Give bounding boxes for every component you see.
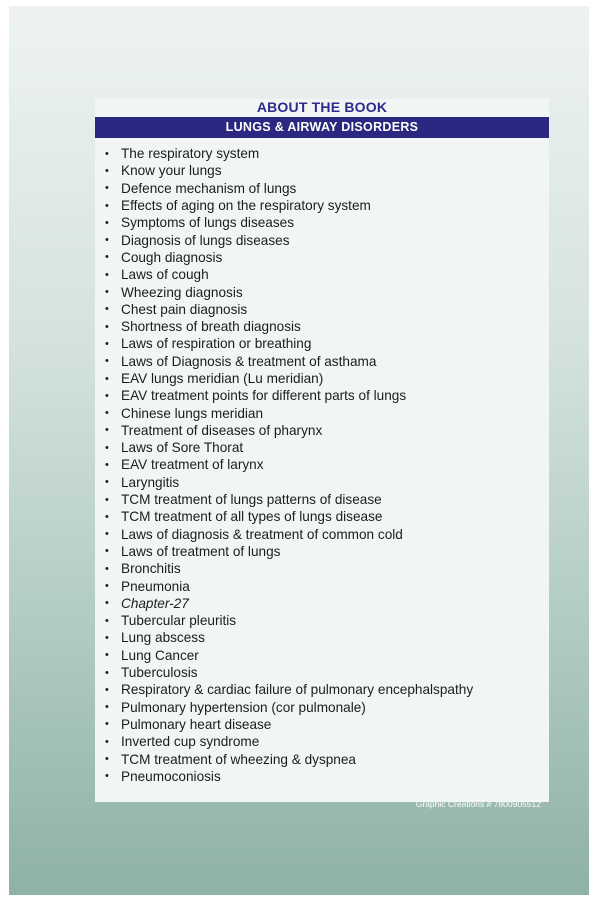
topic-label: Laws of cough (121, 267, 209, 283)
list-item (105, 456, 473, 473)
topic-label: Laws of respiration or breathing (121, 336, 312, 352)
bullet-icon: • (105, 268, 109, 281)
list-item (105, 750, 473, 767)
list-item (105, 699, 473, 716)
list-item (105, 681, 473, 698)
topic-label: Laws of Sore Thorat (121, 440, 244, 456)
topic-label: Diagnosis of lungs diseases (121, 232, 290, 248)
topic-label: Chest pain diagnosis (121, 301, 248, 317)
bullet-icon: • (105, 545, 109, 558)
topic-label: TCM treatment of all types of lungs disease (121, 509, 383, 525)
topic-list (105, 145, 473, 785)
topic-label: Treatment of diseases of pharynx (121, 422, 323, 438)
list-item (105, 301, 473, 318)
list-item (105, 768, 473, 785)
topic-label: TCM treatment of wheezing & dyspnea (121, 751, 356, 767)
bullet-icon: • (105, 735, 109, 748)
list-item (105, 508, 473, 525)
footer-credit: Graphic Creations # 7800905512 (415, 799, 541, 809)
bullet-icon: • (105, 199, 109, 212)
bullet-icon: • (105, 372, 109, 385)
section-banner: LUNGS & AIRWAY DISORDERS (95, 117, 549, 138)
list-item (105, 543, 473, 560)
bullet-icon: • (105, 683, 109, 696)
bullet-icon: • (105, 770, 109, 783)
topic-label: Pneumonia (121, 578, 190, 594)
bullet-icon: • (105, 337, 109, 350)
bullet-icon: • (105, 528, 109, 541)
topic-label: Inverted cup syndrome (121, 734, 260, 750)
bullet-icon: • (105, 164, 109, 177)
list-item (105, 577, 473, 594)
bullet-icon: • (105, 286, 109, 299)
page-title: ABOUT THE BOOK (256, 99, 388, 115)
list-item (105, 370, 473, 387)
bullet-icon: • (105, 476, 109, 489)
list-item (105, 716, 473, 733)
bullet-icon: • (105, 147, 109, 160)
list-item (105, 404, 473, 421)
topic-label: Cough diagnosis (121, 249, 223, 265)
list-item (105, 283, 473, 300)
topic-label: Defence mechanism of lungs (121, 180, 297, 196)
bullet-icon: • (105, 424, 109, 437)
bullet-icon: • (105, 631, 109, 644)
bullet-icon: • (105, 580, 109, 593)
topic-label: TCM treatment of lungs patterns of disease (121, 492, 382, 508)
bullet-icon: • (105, 493, 109, 506)
list-item (105, 197, 473, 214)
topic-label: Laws of diagnosis & treatment of common cold (121, 526, 403, 542)
topic-label: Laws of Diagnosis & treatment of asthama (121, 353, 377, 369)
topic-label: Know your lungs (121, 163, 222, 179)
bullet-icon: • (105, 701, 109, 714)
bullet-icon: • (105, 718, 109, 731)
list-item (105, 560, 473, 577)
topic-label: Symptoms of lungs diseases (121, 215, 295, 231)
topic-label: Lung Cancer (121, 647, 199, 663)
topic-label: EAV lungs meridian (Lu meridian) (121, 371, 324, 386)
topic-label: Respiratory & cardiac failure of pulmonary encephalspathy (121, 682, 474, 698)
list-item (105, 387, 473, 404)
bullet-icon: • (105, 614, 109, 627)
list-item (105, 353, 473, 370)
list-item (105, 491, 473, 508)
bullet-icon: • (105, 355, 109, 368)
bullet-icon: • (105, 216, 109, 229)
topic-label: Lung abscess (121, 630, 205, 646)
list-item (105, 664, 473, 681)
topic-label: Shortness of breath diagnosis (121, 319, 301, 335)
bullet-icon: • (105, 182, 109, 195)
list-item (105, 733, 473, 750)
list-item (105, 612, 473, 629)
bullet-icon: • (105, 510, 109, 523)
bullet-icon: • (105, 303, 109, 316)
topic-label: Wheezing diagnosis (121, 284, 243, 300)
list-item (105, 180, 473, 197)
bullet-icon: • (105, 441, 109, 454)
list-item (105, 595, 473, 612)
bullet-icon: • (105, 389, 109, 402)
bullet-icon: • (105, 234, 109, 247)
bullet-icon: • (105, 597, 109, 610)
list-item (105, 335, 473, 352)
list-item (105, 162, 473, 179)
list-item (105, 145, 473, 162)
bullet-icon: • (105, 407, 109, 420)
list-item (105, 266, 473, 283)
list-item (105, 231, 473, 248)
bullet-icon: • (105, 666, 109, 679)
topic-label: Effects of aging on the respiratory system (121, 198, 371, 214)
topic-label: Tuberculosis (121, 665, 198, 681)
bullet-icon: • (105, 458, 109, 471)
topic-label: Chapter-27 (121, 595, 189, 611)
list-item (105, 474, 473, 491)
bullet-icon: • (105, 649, 109, 662)
topic-label: Tubercular pleuritis (121, 613, 237, 629)
topic-label: Bronchitis (121, 561, 181, 577)
list-item (105, 629, 473, 646)
bullet-icon: • (105, 562, 109, 575)
about-panel (95, 99, 549, 802)
topic-label: Laryngitis (121, 474, 180, 490)
book-cover (9, 6, 589, 895)
topic-label: EAV treatment points for different parts of lungs (121, 388, 407, 404)
topic-label: The respiratory system (121, 146, 260, 162)
topic-label: Chinese lungs meridian (121, 405, 264, 421)
list-item (105, 439, 473, 456)
bullet-icon: • (105, 753, 109, 766)
list-item (105, 647, 473, 664)
topic-label: Pneumoconiosis (121, 768, 221, 784)
bullet-icon: • (105, 251, 109, 264)
topic-label: Pulmonary hypertension (cor pulmonale) (121, 699, 366, 715)
list-item (105, 526, 473, 543)
bullet-icon: • (105, 320, 109, 333)
list-item (105, 214, 473, 231)
list-item (105, 318, 473, 335)
list-item (105, 422, 473, 439)
list-item (105, 249, 473, 266)
topic-label: Laws of treatment of lungs (121, 543, 281, 559)
topic-label: Pulmonary heart disease (121, 716, 272, 732)
topic-label: EAV treatment of larynx (121, 457, 264, 473)
